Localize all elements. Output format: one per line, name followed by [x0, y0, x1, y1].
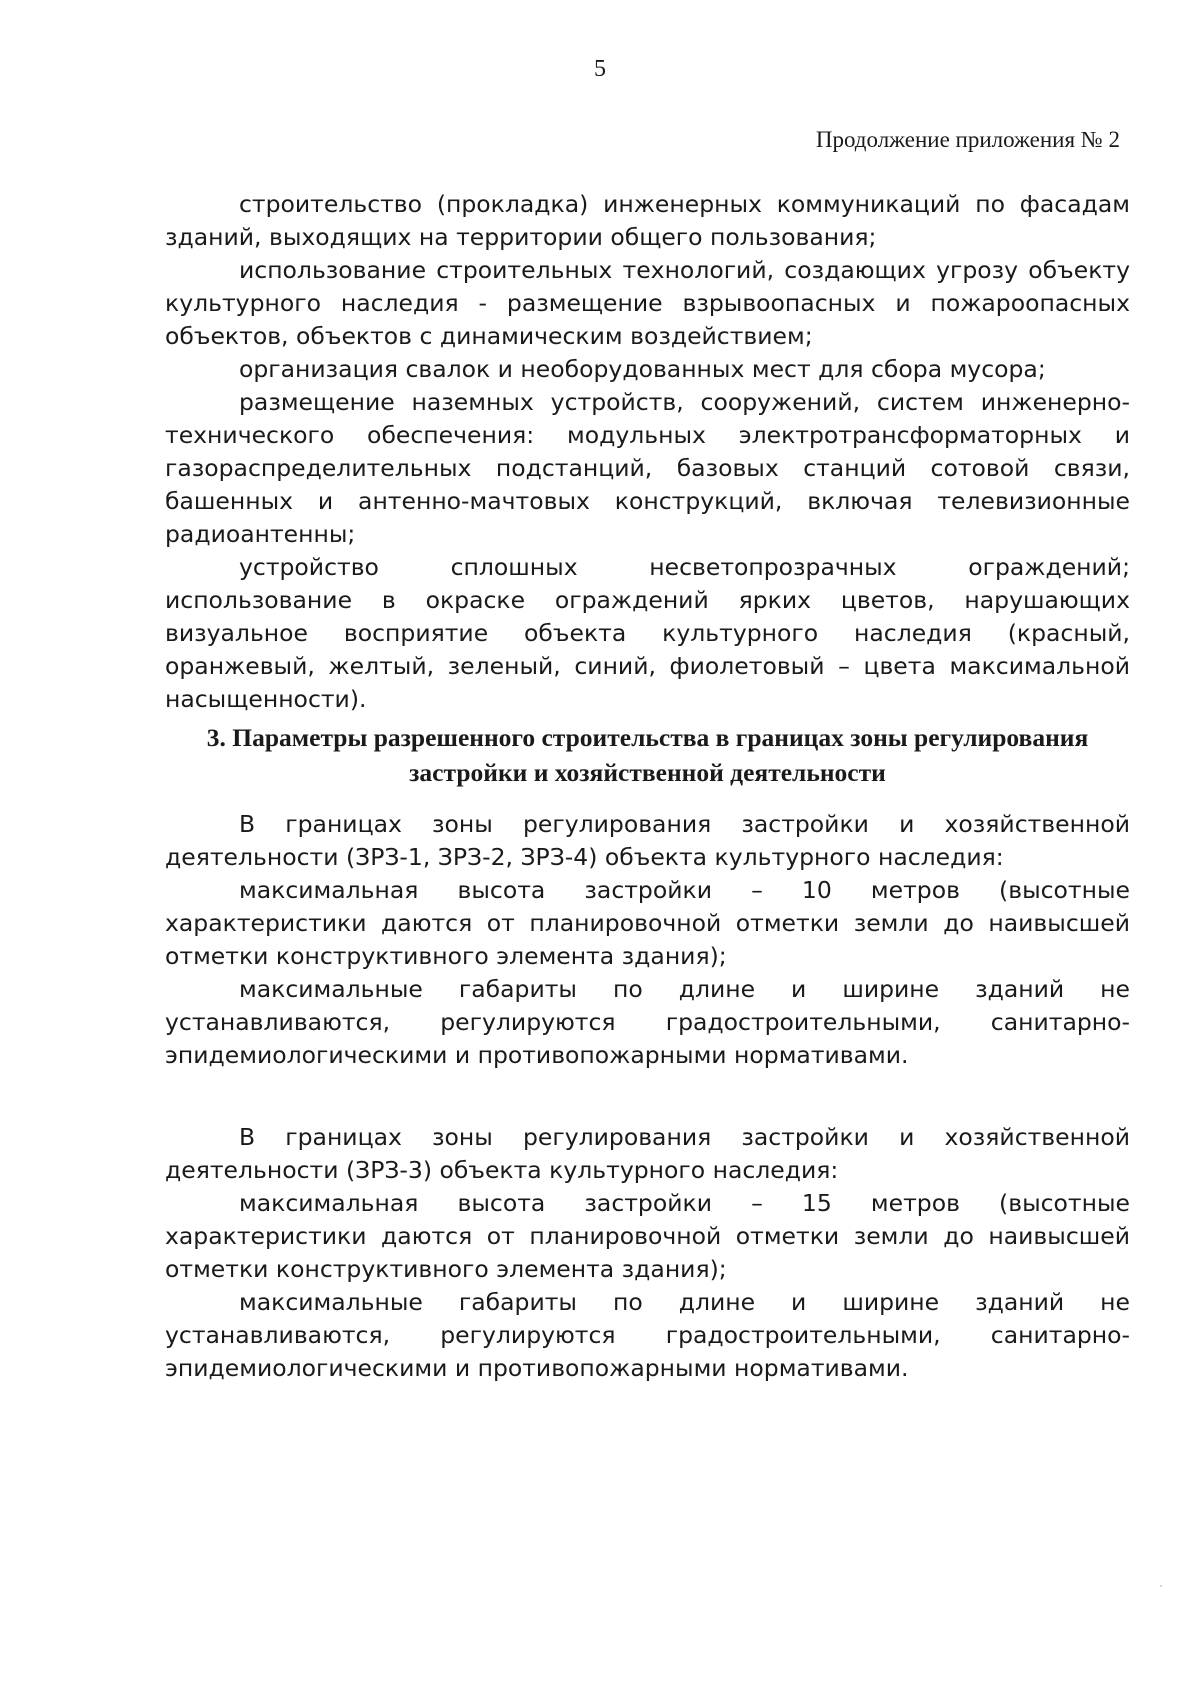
page-number: 5	[594, 56, 606, 82]
zone-b-parameters	[165, 1121, 1130, 1385]
zone-a-intro: В границах зоны регулирования застройки и хозяйственной деятельности (ЗРЗ-1, ЗРЗ-2, ЗРЗ-4) объекта культурного наследия:	[165, 810, 1130, 871]
zone-b-dimensions: максимальные габариты по длине и ширине зданий не устанавливаются, регулируются градостроительными, санитарно-эпидемиологическими и противопожарными нормативами.	[165, 1288, 1130, 1382]
paragraph-fences: устройство сплошных несветопрозрачных ограждений; использование в окраске ограждений ярких цветов, нарушающих визуальное восприятие объекта культурного наследия (красный, оранжевый, желтый, зеленый, синий, фиолетовый – цвета максимальной насыщенности).	[165, 553, 1130, 713]
zone-b-intro: В границах зоны регулирования застройки и хозяйственной деятельности (ЗРЗ-3) объекта культурного наследия:	[165, 1123, 1130, 1184]
zone-a-parameters	[165, 808, 1130, 1072]
section-3-heading: 3. Параметры разрешенного строительства в границах зоны регулирования застройки и хозяйственной деятельности	[206, 723, 1089, 787]
zone-b-max-height: максимальная высота застройки – 15 метров (высотные характеристики даются от планировочной отметки земли до наивысшей отметки конструктивного элемента здания);	[165, 1189, 1130, 1283]
paragraph-construction-tech: использование строительных технологий, создающих угрозу объекту культурного наследия - размещение взрывоопасных и пожароопасных объектов, объектов с динамическим воздействием;	[165, 256, 1130, 350]
scan-dot	[1160, 1585, 1162, 1587]
paragraph-dumps: организация свалок и необорудованных мест для сбора мусора;	[239, 355, 1046, 383]
paragraph-utilities: строительство (прокладка) инженерных коммуникаций по фасадам зданий, выходящих на территории общего пользования;	[165, 190, 1130, 251]
paragraph-engineering-systems: размещение наземных устройств, сооружений, систем инженерно-технического обеспечения: модульных электротрансформаторных и газораспределительных подстанций, базовых станций сотовой связи, башенных и антенно-мачтовых конструкций, включая телевизионные радиоантенны;	[165, 388, 1130, 548]
zone-a-dimensions: максимальные габариты по длине и ширине зданий не устанавливаются, регулируются градостроительными, санитарно-эпидемиологическими и противопожарными нормативами.	[165, 975, 1130, 1069]
appendix-continuation-note: Продолжение приложения № 2	[815, 127, 1120, 152]
restrictions-list	[165, 188, 1130, 716]
zone-a-max-height: максимальная высота застройки – 10 метров (высотные характеристики даются от планировочной отметки земли до наивысшей отметки конструктивного элемента здания);	[165, 876, 1130, 970]
